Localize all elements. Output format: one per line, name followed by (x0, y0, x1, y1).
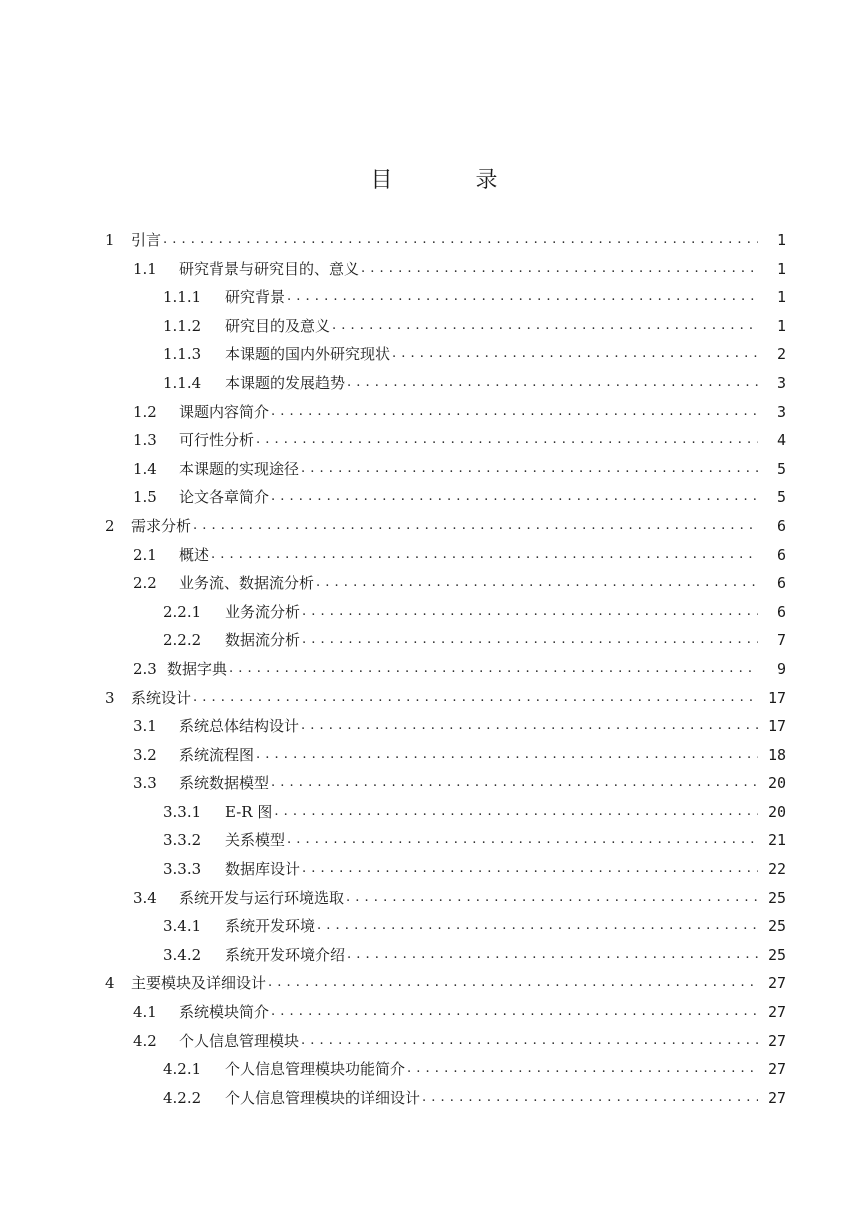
toc-entry-label: 业务流、数据流分析 (179, 574, 315, 593)
toc-entry-number: 1.1.4 (163, 373, 202, 392)
toc-dot-leader (302, 598, 758, 627)
toc-entry-number: 3 (105, 688, 115, 707)
toc-entry-number: 3.4.1 (163, 917, 202, 936)
toc-entry-number: 1.1.1 (163, 288, 202, 307)
toc-entry[interactable] (0, 1027, 868, 1056)
toc-entry-label: 需求分析 (131, 516, 192, 535)
toc-entry-label: 个人信息管理模块的详细设计 (225, 1088, 421, 1107)
toc-entry-heading (163, 826, 285, 855)
toc-entry[interactable] (0, 712, 868, 741)
table-of-contents (0, 226, 868, 1112)
toc-entry-heading (163, 1084, 420, 1113)
toc-entry-number: 2.2.2 (163, 631, 202, 650)
toc-dot-leader (332, 312, 758, 341)
toc-entry-number: 3.4.2 (163, 945, 202, 964)
toc-dot-leader (392, 340, 758, 369)
toc-entry-label: 主要模块及详细设计 (131, 974, 267, 993)
toc-entry-number: 4.2.2 (163, 1088, 202, 1107)
toc-dot-leader (256, 426, 758, 455)
toc-dot-leader (287, 826, 758, 855)
toc-entry-heading (133, 455, 299, 484)
toc-entry-number: 4.2.1 (163, 1060, 202, 1079)
toc-entry-label: 论文各章简介 (179, 488, 270, 507)
toc-entry-heading (163, 312, 330, 341)
toc-entry[interactable] (0, 769, 868, 798)
toc-entry[interactable] (0, 512, 868, 541)
toc-entry-page-number: 6 (776, 516, 786, 535)
toc-dot-leader (302, 855, 758, 884)
toc-entry[interactable] (0, 541, 868, 570)
toc-entry[interactable] (0, 1055, 868, 1084)
toc-entry-number: 3.3.2 (163, 831, 202, 850)
toc-entry[interactable] (0, 941, 868, 970)
toc-entry-label: 可行性分析 (179, 431, 255, 450)
toc-entry-label: 系统模块简介 (179, 1003, 270, 1022)
toc-entry[interactable] (0, 798, 868, 827)
toc-entry-heading (163, 912, 315, 941)
toc-entry-number: 1.2 (133, 402, 157, 421)
toc-dot-leader (271, 483, 758, 512)
toc-entry-page-number: 6 (776, 602, 786, 621)
toc-entry-heading (163, 626, 300, 655)
toc-entry-label: 本课题的实现途径 (179, 459, 300, 478)
toc-dot-leader (301, 1027, 758, 1056)
toc-entry[interactable] (0, 340, 868, 369)
toc-entry-number: 3.3.3 (163, 860, 202, 879)
toc-entry-page-number: 3 (776, 373, 786, 392)
toc-entry[interactable] (0, 826, 868, 855)
toc-entry-heading (133, 884, 344, 913)
toc-entry-page-number: 18 (767, 745, 786, 764)
toc-entry-page-number: 25 (767, 945, 786, 964)
toc-dot-leader (346, 884, 758, 913)
toc-entry-label: 个人信息管理模块功能简介 (225, 1060, 406, 1079)
toc-entry-heading (133, 541, 209, 570)
toc-entry-number: 4 (105, 974, 115, 993)
toc-entry-heading (133, 741, 254, 770)
toc-entry[interactable] (0, 684, 868, 713)
toc-entry-page-number: 6 (776, 574, 786, 593)
toc-entry-label: 系统总体结构设计 (179, 717, 300, 736)
toc-entry-heading (105, 969, 266, 998)
toc-entry[interactable] (0, 598, 868, 627)
toc-entry-page-number: 3 (776, 402, 786, 421)
toc-entry-heading (163, 1055, 405, 1084)
toc-entry-page-number: 9 (776, 659, 786, 678)
toc-entry-label: 业务流分析 (225, 602, 301, 621)
toc-entry-page-number: 4 (776, 431, 786, 450)
toc-dot-leader (271, 998, 758, 1027)
toc-entry-number: 2.2.1 (163, 602, 202, 621)
toc-dot-leader (347, 941, 758, 970)
toc-entry-number: 2 (105, 516, 115, 535)
toc-dot-leader (274, 798, 758, 827)
toc-entry-number: 3.2 (133, 745, 157, 764)
toc-entry-heading (163, 340, 390, 369)
toc-entry-heading (133, 712, 299, 741)
toc-entry-heading (105, 226, 161, 255)
toc-entry-page-number: 27 (767, 1088, 786, 1107)
toc-entry-label: 关系模型 (225, 831, 286, 850)
toc-entry-label: 数据字典 (167, 659, 228, 678)
toc-entry-page-number: 1 (776, 231, 786, 249)
toc-entry-page-number: 27 (767, 1003, 786, 1022)
toc-entry-page-number: 25 (767, 917, 786, 936)
toc-entry[interactable] (0, 998, 868, 1027)
toc-dot-leader (316, 569, 758, 598)
toc-entry-number: 1.1.2 (163, 316, 202, 335)
toc-entry-number: 3.1 (133, 717, 157, 736)
toc-entry-label: E-R 图 (225, 802, 273, 821)
toc-entry-heading (133, 398, 269, 427)
toc-entry-page-number: 27 (767, 1031, 786, 1050)
toc-entry-number: 4.2 (133, 1031, 157, 1050)
toc-entry[interactable] (0, 626, 868, 655)
toc-entry-page-number: 1 (776, 288, 786, 307)
toc-entry-page-number: 25 (767, 888, 786, 907)
toc-entry-number: 1.5 (133, 488, 157, 507)
toc-entry-number: 3.3.1 (163, 802, 202, 821)
toc-entry-number: 2.1 (133, 545, 157, 564)
toc-entry-heading (163, 855, 300, 884)
toc-entry[interactable] (0, 483, 868, 512)
toc-dot-leader (256, 741, 758, 770)
toc-entry-page-number: 20 (767, 802, 786, 821)
toc-entry[interactable] (0, 369, 868, 398)
toc-dot-leader (302, 626, 758, 655)
toc-entry-page-number: 5 (776, 488, 786, 507)
toc-entry[interactable] (0, 569, 868, 598)
toc-entry-number: 3.4 (133, 888, 157, 907)
toc-entry-number: 1.4 (133, 459, 157, 478)
toc-entry[interactable] (0, 912, 868, 941)
toc-dot-leader (211, 541, 758, 570)
toc-entry-heading (133, 483, 269, 512)
toc-dot-leader (361, 255, 758, 284)
toc-dot-leader (193, 512, 758, 541)
toc-entry-label: 数据库设计 (225, 860, 301, 879)
toc-dot-leader (271, 769, 758, 798)
toc-entry-heading (133, 569, 314, 598)
toc-entry-label: 系统设计 (131, 688, 192, 707)
toc-title: 目 录 (370, 168, 536, 193)
toc-entry[interactable] (0, 741, 868, 770)
toc-entry-page-number: 7 (776, 631, 786, 650)
toc-entry[interactable] (0, 226, 868, 255)
toc-entry-label: 本课题的发展趋势 (225, 373, 346, 392)
toc-dot-leader (229, 655, 758, 684)
toc-entry-page-number: 1 (776, 259, 786, 278)
toc-dot-leader (422, 1084, 758, 1113)
toc-dot-leader (347, 369, 758, 398)
toc-entry-label: 引言 (131, 231, 162, 249)
toc-entry-number: 4.1 (133, 1003, 157, 1022)
toc-entry-heading (105, 512, 191, 541)
toc-entry-heading (133, 426, 254, 455)
toc-entry-label: 研究背景与研究目的、意义 (179, 259, 360, 278)
toc-entry-page-number: 20 (767, 774, 786, 793)
toc-entry-heading (163, 798, 272, 827)
toc-entry-label: 研究目的及意义 (225, 316, 331, 335)
toc-entry[interactable] (0, 455, 868, 484)
toc-entry-heading (133, 769, 269, 798)
toc-entry[interactable] (0, 312, 868, 341)
toc-entry-number: 1.1 (133, 259, 157, 278)
toc-entry[interactable] (0, 969, 868, 998)
toc-entry-label: 课题内容简介 (179, 402, 270, 421)
toc-entry-page-number: 27 (767, 1060, 786, 1079)
toc-entry[interactable] (0, 884, 868, 913)
toc-entry[interactable] (0, 255, 868, 284)
toc-entry[interactable] (0, 426, 868, 455)
toc-entry-label: 系统开发与运行环境选取 (179, 888, 345, 907)
toc-entry-heading (163, 941, 345, 970)
toc-entry-page-number: 17 (767, 717, 786, 736)
toc-entry-heading (133, 255, 359, 284)
toc-dot-leader (271, 398, 758, 427)
toc-entry-label: 系统流程图 (179, 745, 255, 764)
toc-entry-heading (133, 655, 227, 684)
toc-entry-heading (163, 369, 345, 398)
toc-dot-leader (301, 712, 758, 741)
toc-dot-leader (301, 455, 758, 484)
toc-entry[interactable] (0, 855, 868, 884)
toc-entry-page-number: 1 (776, 316, 786, 335)
toc-entry-number: 2.2 (133, 574, 157, 593)
toc-entry-page-number: 5 (776, 459, 786, 478)
toc-entry-heading (133, 998, 269, 1027)
toc-entry-heading (105, 684, 191, 713)
toc-entry-page-number: 22 (767, 860, 786, 879)
toc-entry-page-number: 2 (776, 345, 786, 364)
toc-entry-number: 1.1.3 (163, 345, 202, 364)
toc-entry[interactable] (0, 283, 868, 312)
toc-entry-heading (163, 283, 285, 312)
toc-entry-page-number: 6 (776, 545, 786, 564)
toc-entry-label: 本课题的国内外研究现状 (225, 345, 391, 364)
toc-entry-number: 3.3 (133, 774, 157, 793)
toc-entry-page-number: 17 (767, 688, 786, 707)
toc-entry[interactable] (0, 398, 868, 427)
toc-entry[interactable] (0, 1084, 868, 1113)
toc-entry[interactable] (0, 655, 868, 684)
toc-dot-leader (287, 283, 758, 312)
toc-entry-number: 1.3 (133, 431, 157, 450)
toc-entry-label: 系统数据模型 (179, 774, 270, 793)
toc-dot-leader (163, 226, 758, 255)
toc-entry-page-number: 21 (767, 831, 786, 850)
toc-entry-label: 研究背景 (225, 288, 286, 307)
toc-dot-leader (317, 912, 758, 941)
toc-entry-label: 系统开发环境 (225, 917, 316, 936)
toc-entry-label: 个人信息管理模块 (179, 1031, 300, 1050)
toc-entry-number: 2.3 (133, 659, 157, 678)
toc-dot-leader (193, 684, 758, 713)
toc-entry-number: 1 (105, 231, 115, 249)
toc-entry-label: 系统开发环境介绍 (225, 945, 346, 964)
toc-entry-label: 数据流分析 (225, 631, 301, 650)
toc-entry-page-number: 27 (767, 974, 786, 993)
toc-entry-heading (163, 598, 300, 627)
toc-entry-heading (133, 1027, 299, 1056)
toc-dot-leader (268, 969, 758, 998)
toc-entry-label: 概述 (179, 545, 210, 564)
toc-dot-leader (407, 1055, 758, 1084)
